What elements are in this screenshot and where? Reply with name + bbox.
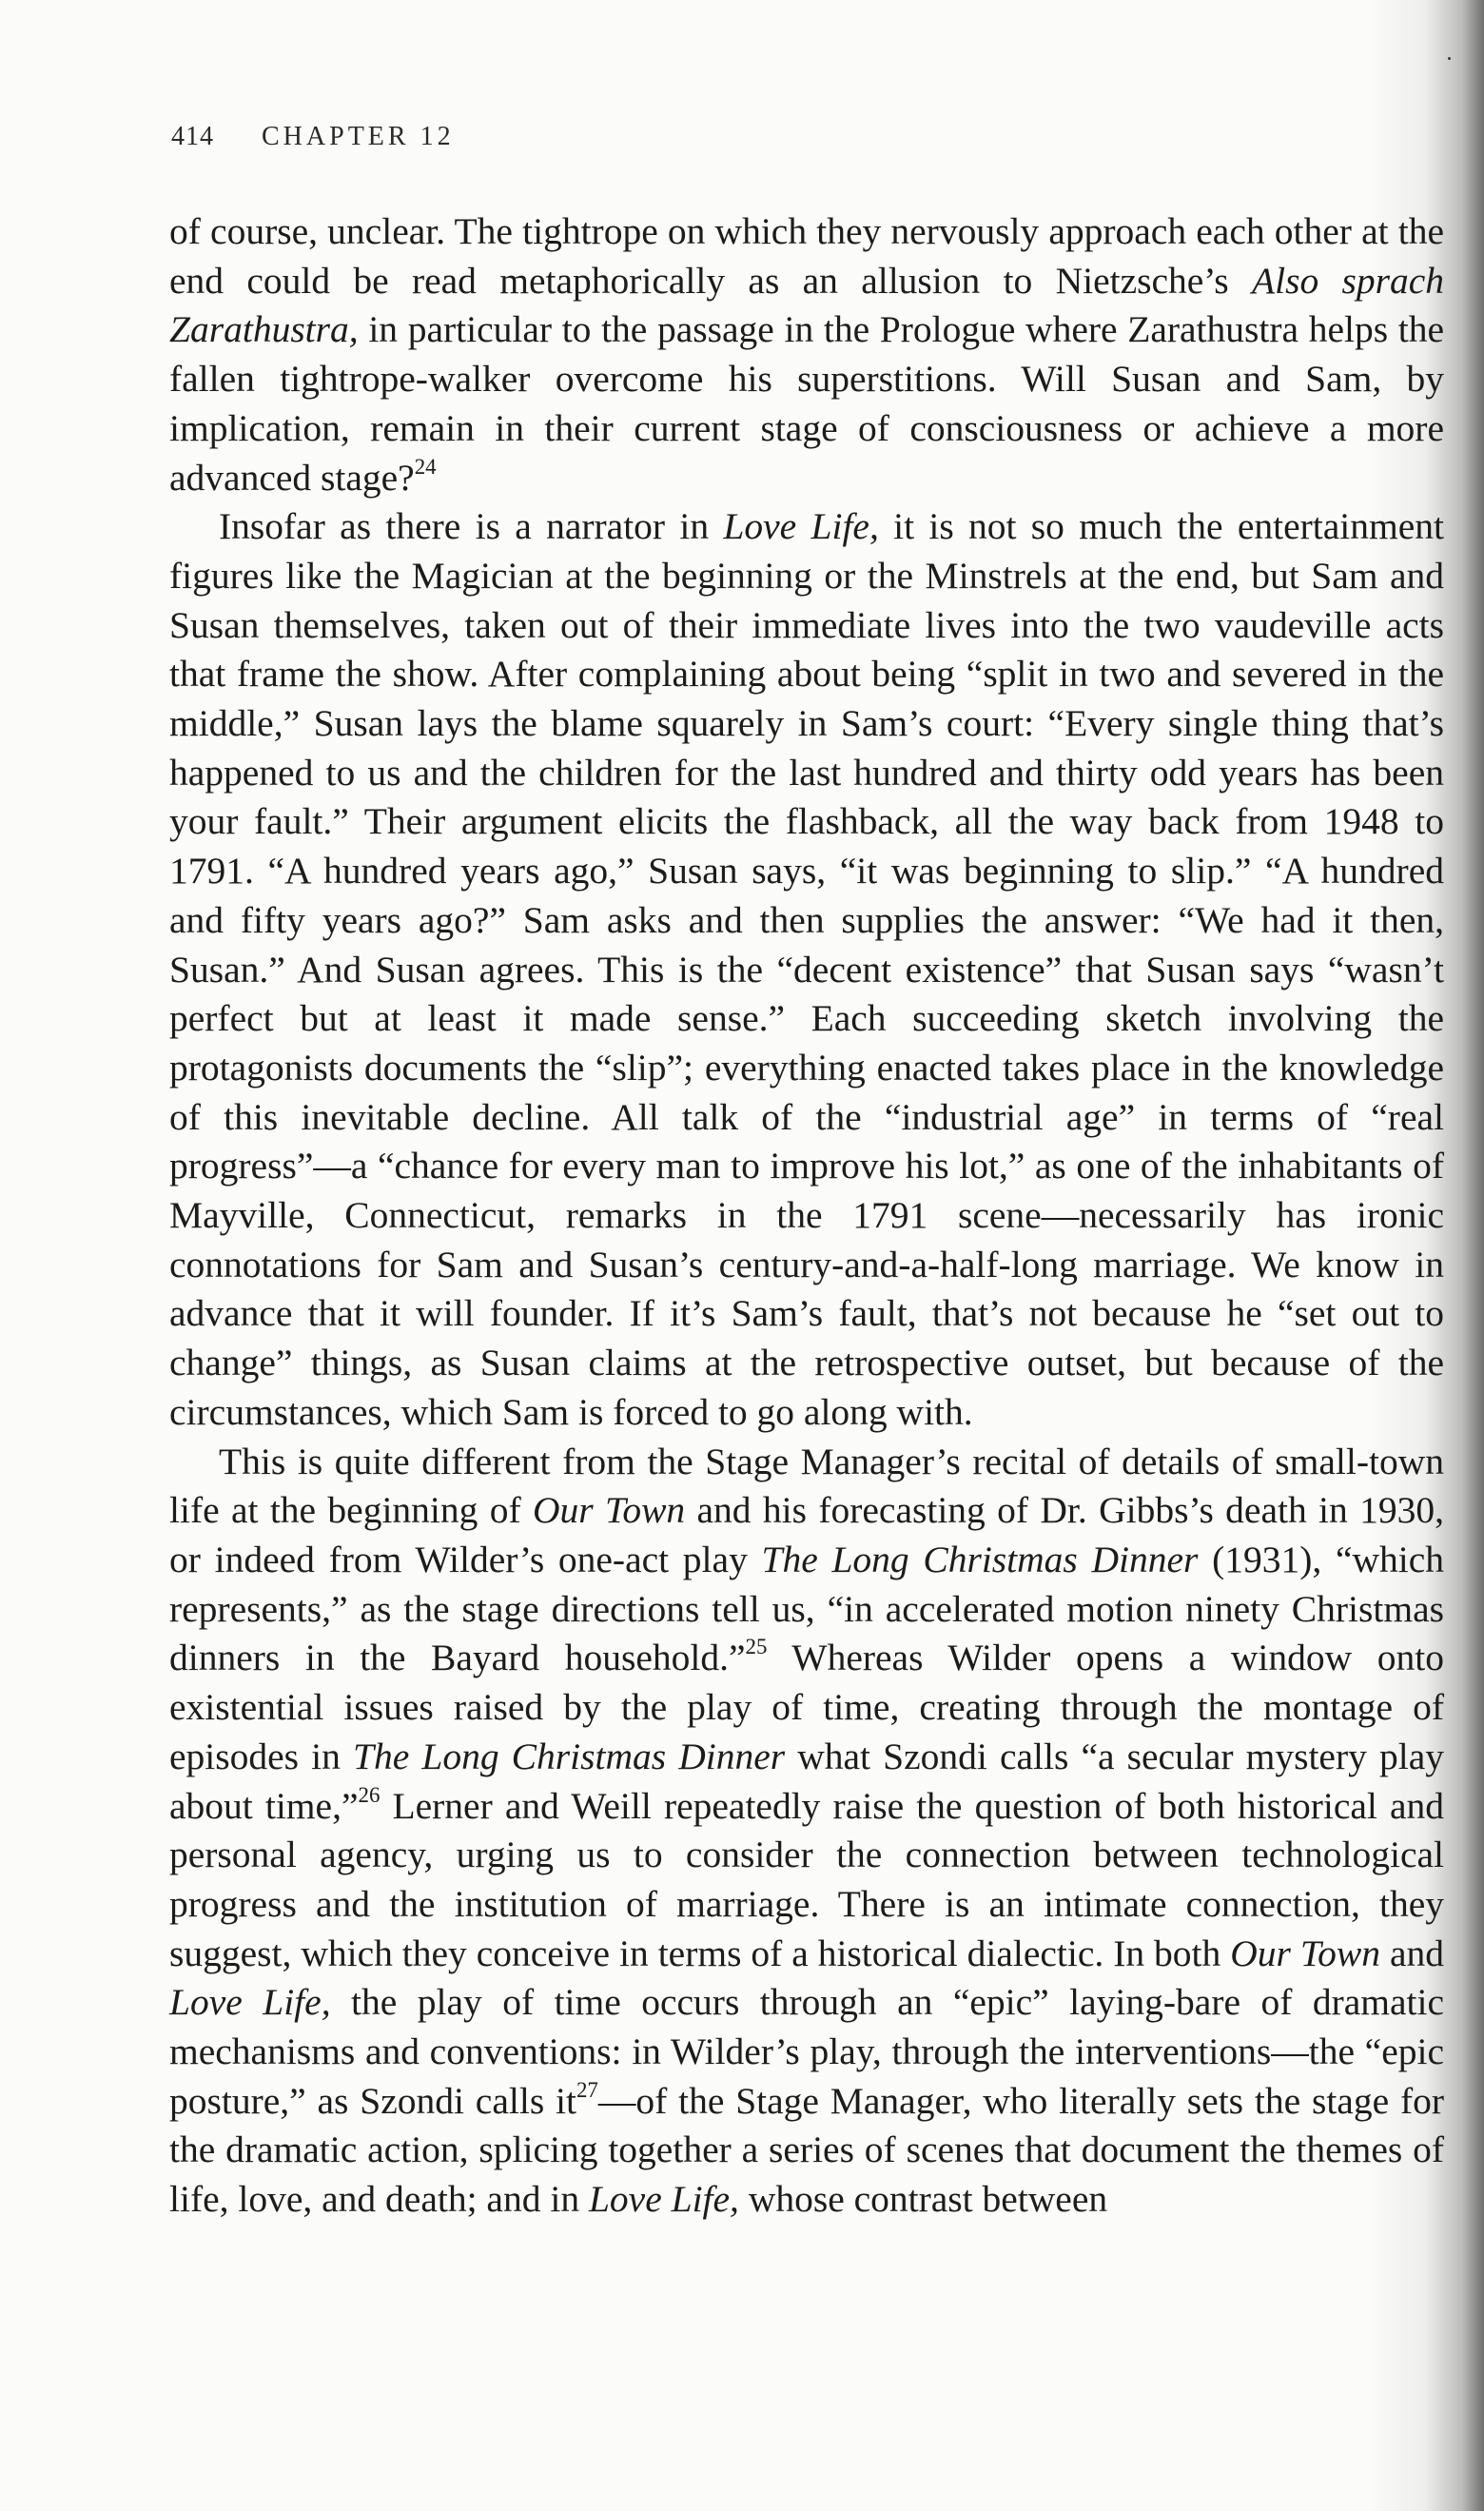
footnote-ref: 27 [576,2077,598,2102]
text-run: Lerner and Weill repeatedly raise the question of both historical and personal agency, urging us to consider the connection between technological progress and the institution of marriage. There is an intimate connection, they suggest, which they conceive in terms of a historical dialectic. In both [169,1784,1444,1974]
italic-title: The Long Christmas Dinner [761,1538,1199,1580]
text-run: and [1380,1932,1444,1974]
text-run: of course, unclear. The tightrope on which they nervously approach each other at the end could be read metaphorically as an allusion to Nietzsche’s [169,210,1444,302]
italic-title: Also sprach Zarathustra, [169,259,1445,351]
italic-title: The Long Christmas Dinner [352,1735,786,1777]
italic-title: Our Town [1230,1932,1381,1974]
footnote-ref: 26 [358,1782,381,1807]
footnote-ref: 24 [414,454,437,479]
body-text [169,207,1444,2225]
paragraph [169,502,1444,1437]
text-run: (1931), “which represents,” as the stage directions tell us, “in accelerated motion ninety Christmas dinners in the Bayard household.” [169,1538,1445,1679]
text-run: the play of time occurs through an “epic” laying-bare of dramatic mechanisms and conventions: in Wilder’s play, through the interventions—the “epic posture,” as Szondi calls it [169,1981,1445,2122]
paragraph [169,207,1444,502]
italic-title: Love Life, [588,2178,739,2221]
text-run: and his forecasting of Dr. Gibbs’s death in 1930, or indeed from Wilder’s one-act play [169,1489,1444,1580]
text-run: —of the Stage Manager, who literally sets the stage for the dramatic action, splicing together a series of scenes that document the themes of life, love, and death; and in [169,2079,1444,2221]
text-run: in particular to the passage in the Prologue where Zarathustra helps the fallen tightrope-walker overcome his superstitions. Will Susan and Sam, by implication, remain in their current stage of consciousness or achieve a more advanced stage? [169,308,1444,499]
text-run: Insofar as there is a narrator in [219,505,724,548]
italic-title: Our Town [533,1489,686,1532]
italic-title: Love Life, [169,1981,331,2024]
page-number: 414 [171,122,214,151]
scan-speck [1448,57,1451,60]
italic-title: Love Life, [723,505,879,548]
text-run: whose contrast between [738,2178,1108,2221]
footnote-ref: 25 [745,1635,768,1659]
text-run: it is not so much the entertainment figures like the Magician at the beginning or the Minstrels at the end, but Sam and Susan themselves, taken out of their immediate lives into the two vaudeville acts that frame the show. After complaining about being “split in two and severed in the middle,” Susan lays the blame squarely in Sam’s court: “Every single thing that’s happened to us and the children for the last hundred and thirty odd years has been your fault.” Their argument elicits the flashback, all the way back from 1948 to 1791. “A hundred years ago,” Susan says, “it was beginning to slip.” “A hundred and fifty years ago?” Sam asks and then supplies the answer: “We had it then, Susan.” And Susan agrees. This is the “decent existence” that Susan says “wasn’t perfect but at least it made sense.” Each succeeding sketch involving the protagonists documents the “slip”; everything enacted takes place in the knowledge of this inevitable decline. All talk of the “industrial age” in terms of “real progress”—a “chance for every man to improve his lot,” as one of the inhabitants of Mayville, Connecticut, remarks in the 1791 scene—necessarily has ironic connotations for Sam and Susan’s century-and-a-half-long marriage. We know in advance that it will founder. If it’s Sam’s fault, that’s not because he “set out to change” things, as Susan claims at the retrospective outset, but because of the circumstances, which Sam is forced to go along with. [169,505,1444,1433]
text-run: Whereas Wilder opens a window onto existential issues raised by the play of time, creating through the montage of episodes in [169,1637,1444,1777]
text-run: This is quite different from the Stage Manager’s recital of details of small-town life at the beginning of [169,1440,1444,1532]
running-head [171,122,455,152]
paragraph [169,1438,1444,2225]
chapter-label: CHAPTER 12 [262,122,455,151]
text-run: what Szondi calls “a secular mystery play about time,” [169,1735,1444,1827]
